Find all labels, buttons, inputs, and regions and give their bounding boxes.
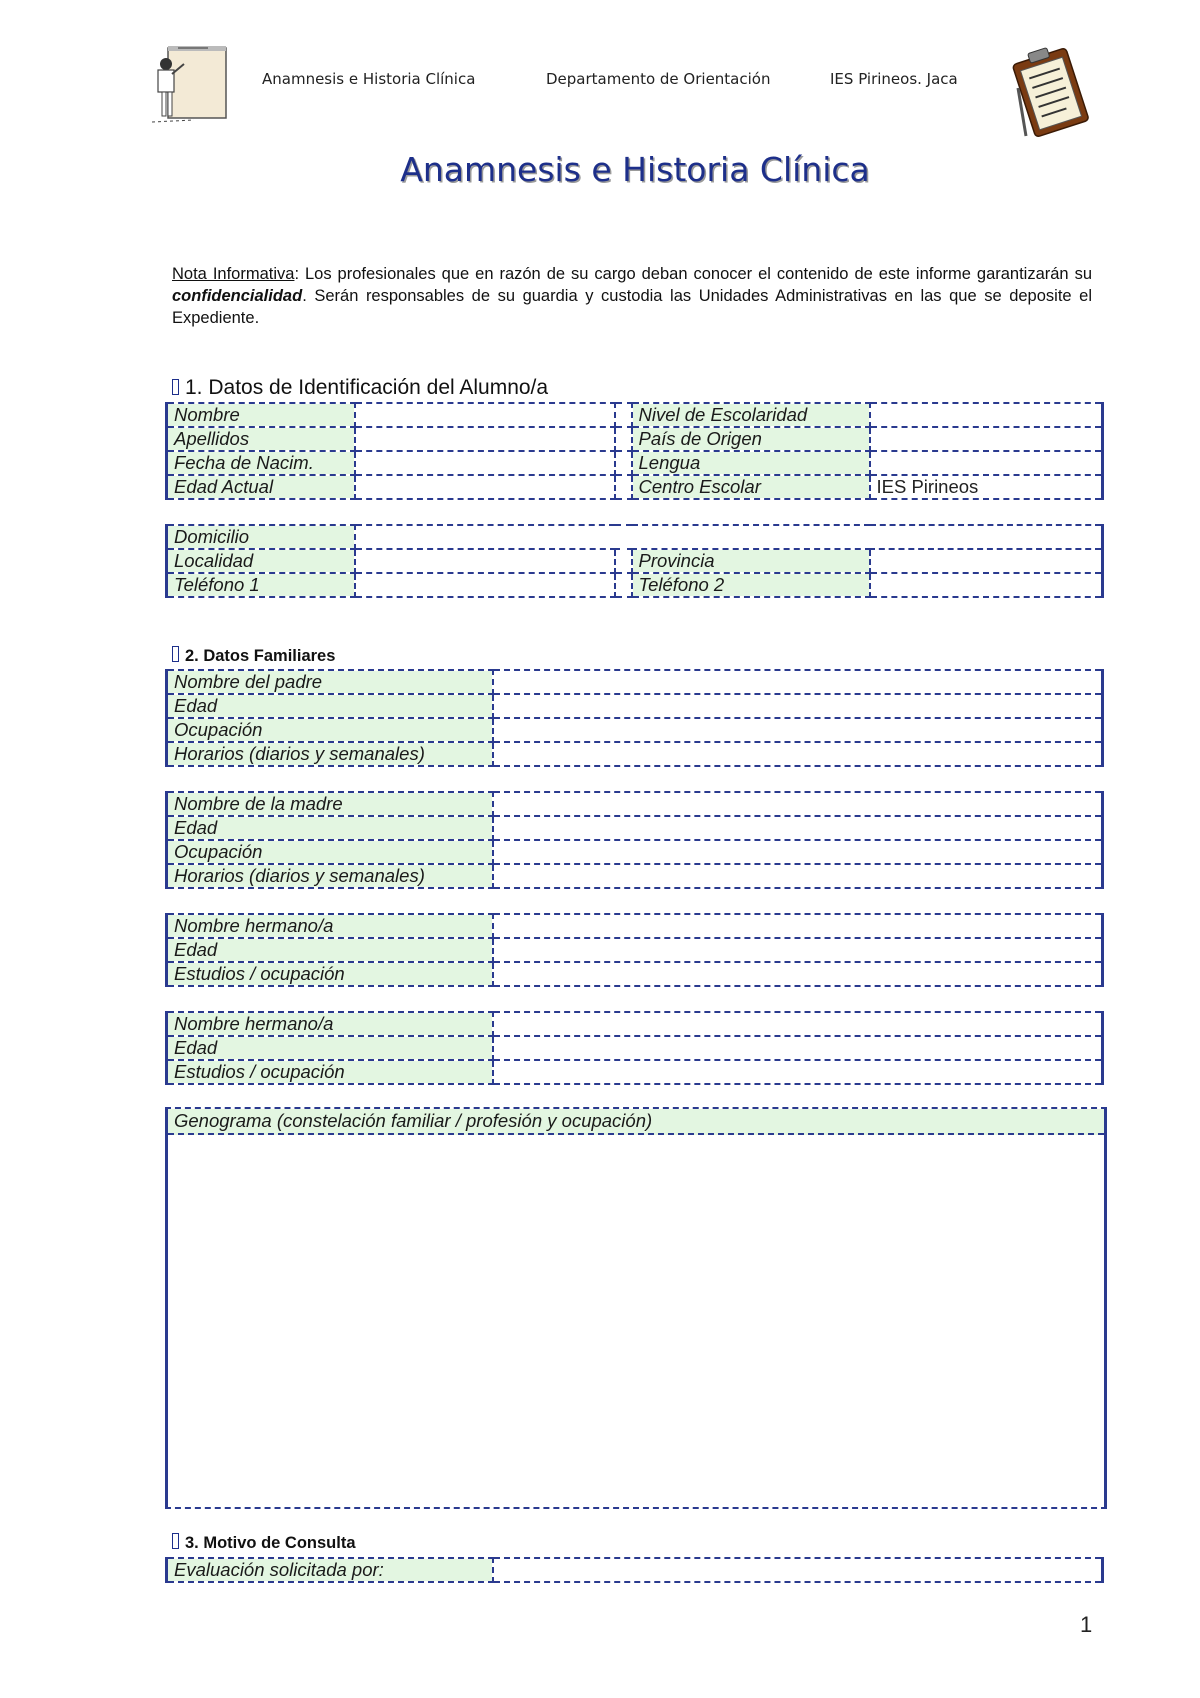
table-row (167, 427, 1103, 451)
field-label-edad: Edad (167, 938, 493, 962)
field-value-evaluacion-solicitada-por[interactable] (493, 1558, 1103, 1582)
father-table (165, 669, 1104, 767)
field-label-edad: Edad (167, 816, 493, 840)
section-3-heading (172, 1533, 356, 1553)
field-value-apellidos[interactable] (355, 427, 615, 451)
table-row (167, 403, 1103, 427)
field-label-domicilio: Domicilio (167, 525, 355, 549)
table-row (167, 962, 1103, 986)
field-label-horarios-diarios-y-semanales: Horarios (diarios y semanales) (167, 742, 493, 766)
genogram-label: Genograma (constelación familiar / profesión y ocupación) (168, 1109, 1104, 1135)
field-gap (615, 403, 632, 427)
genogram-area[interactable] (168, 1135, 1104, 1505)
field-label-fecha-de-nacim: Fecha de Nacim. (167, 451, 355, 475)
field-value-edad[interactable] (493, 816, 1103, 840)
field-value-nombre[interactable] (355, 403, 615, 427)
section-1-heading (172, 376, 548, 400)
student-id-table (165, 402, 1104, 500)
field-label-telefono-2: Teléfono 2 (632, 573, 870, 597)
field-value-horarios-diarios-y-semanales[interactable] (493, 864, 1103, 888)
table-row (167, 1558, 1103, 1582)
table-row (167, 914, 1103, 938)
field-value-nombre-de-la-madre[interactable] (493, 792, 1103, 816)
field-value-domicilio[interactable] (355, 525, 1103, 549)
field-value-nombre-del-padre[interactable] (493, 670, 1103, 694)
table-row (167, 1036, 1103, 1060)
note-text-2: . Serán responsables de su guardia y custodia las Unidades Administrativas en las que se deposite el Expediente. (172, 287, 1092, 327)
field-value-horarios-diarios-y-semanales[interactable] (493, 742, 1103, 766)
field-label-lengua: Lengua (632, 451, 870, 475)
field-label-nombre-de-la-madre: Nombre de la madre (167, 792, 493, 816)
field-label-nombre-hermano-a: Nombre hermano/a (167, 914, 493, 938)
informative-note (172, 263, 1092, 329)
section-bullet-icon (172, 646, 179, 662)
table-row (167, 670, 1103, 694)
field-label-edad: Edad (167, 694, 493, 718)
student-address-table (165, 524, 1104, 598)
field-value-edad[interactable] (493, 1036, 1103, 1060)
table-row (167, 573, 1103, 597)
field-value-ocupacion[interactable] (493, 718, 1103, 742)
section-bullet-icon (172, 1533, 179, 1549)
field-value-localidad[interactable] (355, 549, 615, 573)
field-value-estudios-ocupacion[interactable] (493, 962, 1103, 986)
field-value-edad[interactable] (493, 694, 1103, 718)
teacher-at-board-icon (148, 42, 234, 124)
field-value-edad-actual[interactable] (355, 475, 615, 499)
clipboard-checklist-icon (1004, 40, 1100, 140)
section-1-title: 1. Datos de Identificación del Alumno/a (185, 376, 549, 399)
sibling-2-table (165, 1011, 1104, 1085)
genogram-box (165, 1107, 1107, 1509)
field-value-fecha-de-nacim[interactable] (355, 451, 615, 475)
field-value-nombre-hermano-a[interactable] (493, 1012, 1103, 1036)
field-gap (615, 549, 632, 573)
field-label-nombre-hermano-a: Nombre hermano/a (167, 1012, 493, 1036)
field-label-nombre: Nombre (167, 403, 355, 427)
table-row (167, 938, 1103, 962)
section-3-title: 3. Motivo de Consulta (185, 1534, 356, 1552)
field-value-centro-escolar[interactable]: IES Pirineos (870, 475, 1103, 499)
document-title: Anamnesis e Historia Clínica (400, 150, 870, 189)
note-bold: confidencialidad (172, 287, 303, 305)
field-label-edad-actual: Edad Actual (167, 475, 355, 499)
table-row (167, 864, 1103, 888)
table-row (167, 792, 1103, 816)
field-label-estudios-ocupacion: Estudios / ocupación (167, 962, 493, 986)
table-row (167, 1012, 1103, 1036)
page-number: 1 (1080, 1612, 1093, 1637)
section-2-title: 2. Datos Familiares (185, 647, 336, 665)
field-label-localidad: Localidad (167, 549, 355, 573)
field-value-nivel-de-escolaridad[interactable] (870, 403, 1103, 427)
table-row (167, 451, 1103, 475)
table-row (167, 718, 1103, 742)
table-row (167, 742, 1103, 766)
field-label-evaluacion-solicitada-por: Evaluación solicitada por: (167, 1558, 493, 1582)
sibling-1-table (165, 913, 1104, 987)
section-2-heading (172, 646, 335, 666)
table-row (167, 475, 1103, 499)
table-row (167, 549, 1103, 573)
table-row (167, 694, 1103, 718)
field-value-telefono-1[interactable] (355, 573, 615, 597)
field-label-telefono-1: Teléfono 1 (167, 573, 355, 597)
field-label-provincia: Provincia (632, 549, 870, 573)
field-label-pais-de-origen: País de Origen (632, 427, 870, 451)
field-label-ocupacion: Ocupación (167, 840, 493, 864)
section-bullet-icon (172, 379, 179, 395)
consultation-table (165, 1557, 1104, 1583)
field-label-nombre-del-padre: Nombre del padre (167, 670, 493, 694)
field-gap (615, 451, 632, 475)
table-row (167, 1060, 1103, 1084)
header-document-title: Anamnesis e Historia Clínica (262, 70, 476, 88)
field-value-estudios-ocupacion[interactable] (493, 1060, 1103, 1084)
field-label-horarios-diarios-y-semanales: Horarios (diarios y semanales) (167, 864, 493, 888)
table-row (167, 840, 1103, 864)
mother-table (165, 791, 1104, 889)
field-value-lengua[interactable] (870, 451, 1103, 475)
field-value-pais-de-origen[interactable] (870, 427, 1103, 451)
field-label-estudios-ocupacion: Estudios / ocupación (167, 1060, 493, 1084)
field-value-provincia[interactable] (870, 549, 1103, 573)
field-value-nombre-hermano-a[interactable] (493, 914, 1103, 938)
table-row (167, 816, 1103, 840)
field-value-ocupacion[interactable] (493, 840, 1103, 864)
field-label-apellidos: Apellidos (167, 427, 355, 451)
field-label-centro-escolar: Centro Escolar (632, 475, 870, 499)
field-label-ocupacion: Ocupación (167, 718, 493, 742)
field-gap (615, 427, 632, 451)
field-label-edad: Edad (167, 1036, 493, 1060)
field-label-nivel-de-escolaridad: Nivel de Escolaridad (632, 403, 870, 427)
header-department: Departamento de Orientación (546, 70, 771, 88)
header-school: IES Pirineos. Jaca (830, 70, 958, 88)
field-gap (615, 475, 632, 499)
field-gap (615, 573, 632, 597)
note-text-1: : Los profesionales que en razón de su cargo deban conocer el contenido de este informe garantizarán su (294, 265, 1092, 283)
table-row (167, 525, 1103, 549)
note-label: Nota Informativa (172, 265, 295, 283)
field-value-edad[interactable] (493, 938, 1103, 962)
field-value-telefono-2[interactable] (870, 573, 1103, 597)
